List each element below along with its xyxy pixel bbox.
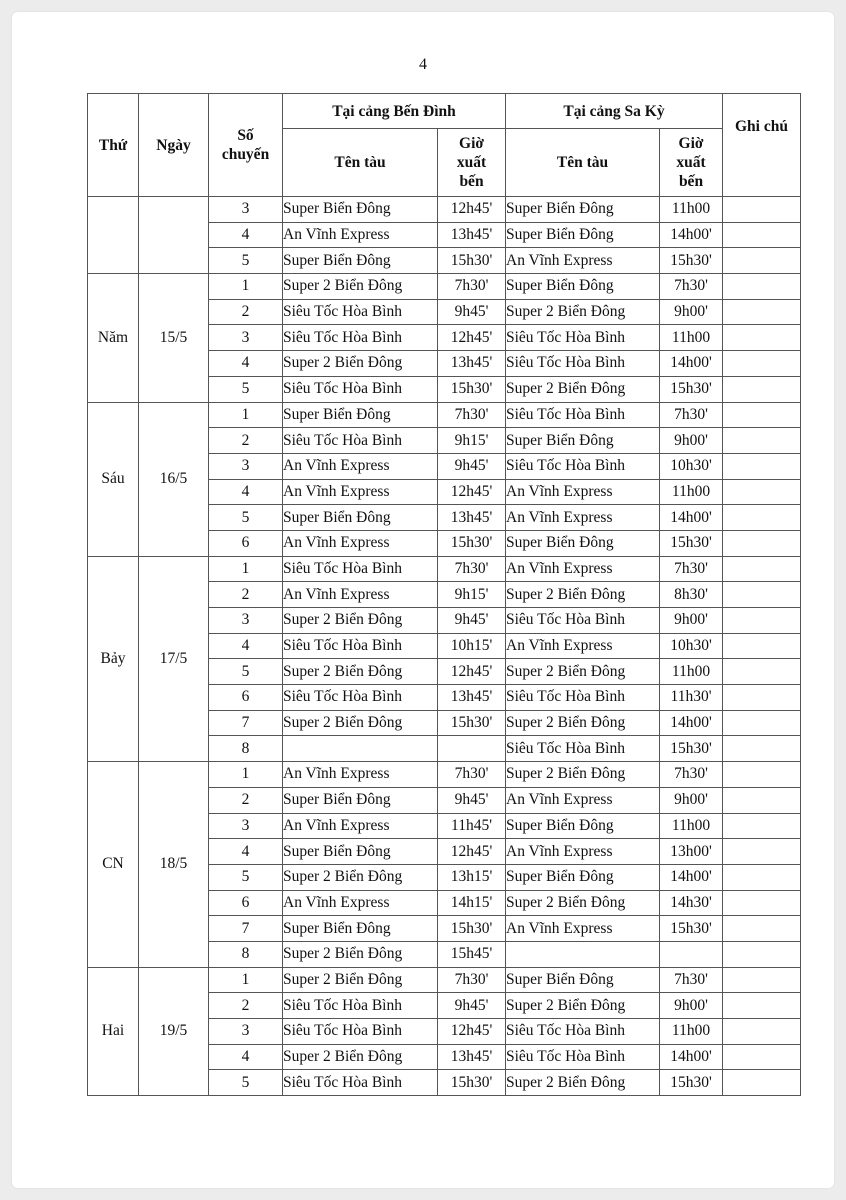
header-thu: Thứ — [88, 94, 139, 197]
day-of-week-cell: Bảy — [88, 556, 139, 762]
sa-ky-vessel-cell: An Vĩnh Express — [506, 248, 660, 274]
header-so-chuyen-line1: Số — [237, 127, 254, 144]
sa-ky-departure-cell: 11h00 — [660, 659, 723, 685]
note-cell — [723, 248, 801, 274]
sa-ky-departure-cell: 9h00' — [660, 299, 723, 325]
ben-dinh-vessel-cell: Siêu Tốc Hòa Bình — [283, 376, 438, 402]
trip-number-cell: 6 — [209, 530, 283, 556]
ben-dinh-departure-cell: 12h45' — [438, 1019, 506, 1045]
schedule-body — [88, 197, 801, 1096]
sa-ky-departure-cell: 14h00' — [660, 505, 723, 531]
note-cell — [723, 967, 801, 993]
ben-dinh-departure-cell: 9h45' — [438, 993, 506, 1019]
sa-ky-vessel-cell: Super Biển Đông — [506, 813, 660, 839]
header-gio-line2: xuất — [676, 154, 706, 171]
trip-number-cell: 4 — [209, 633, 283, 659]
header-sa-ky-gio — [660, 129, 723, 197]
trip-number-cell: 6 — [209, 890, 283, 916]
ben-dinh-departure-cell: 9h45' — [438, 299, 506, 325]
day-of-week-cell: CN — [88, 762, 139, 968]
ben-dinh-departure-cell: 10h15' — [438, 633, 506, 659]
trip-number-cell: 1 — [209, 274, 283, 300]
trip-number-cell: 3 — [209, 813, 283, 839]
sa-ky-departure-cell: 15h30' — [660, 376, 723, 402]
sa-ky-vessel-cell: Super Biển Đông — [506, 864, 660, 890]
sa-ky-departure-cell: 11h00 — [660, 813, 723, 839]
ben-dinh-departure-cell: 13h45' — [438, 685, 506, 711]
sa-ky-vessel-cell: Super 2 Biển Đông — [506, 890, 660, 916]
day-of-week-cell: Hai — [88, 967, 139, 1095]
sa-ky-departure-cell: 15h30' — [660, 916, 723, 942]
ben-dinh-vessel-cell: Super Biển Đông — [283, 787, 438, 813]
ben-dinh-departure-cell: 15h30' — [438, 248, 506, 274]
sa-ky-vessel-cell: Siêu Tốc Hòa Bình — [506, 685, 660, 711]
sa-ky-departure-cell: 7h30' — [660, 967, 723, 993]
header-so-chuyen-line2: chuyến — [221, 146, 270, 163]
trip-number-cell: 7 — [209, 710, 283, 736]
sa-ky-vessel-cell: Siêu Tốc Hòa Bình — [506, 402, 660, 428]
sa-ky-departure-cell: 10h30' — [660, 633, 723, 659]
ben-dinh-departure-cell: 7h30' — [438, 274, 506, 300]
trip-number-cell: 4 — [209, 222, 283, 248]
sa-ky-departure-cell: 7h30' — [660, 556, 723, 582]
ben-dinh-vessel-cell: An Vĩnh Express — [283, 479, 438, 505]
note-cell — [723, 274, 801, 300]
note-cell — [723, 325, 801, 351]
trip-number-cell: 3 — [209, 1019, 283, 1045]
note-cell — [723, 351, 801, 377]
note-cell — [723, 762, 801, 788]
sa-ky-departure-cell: 14h00' — [660, 222, 723, 248]
sa-ky-departure-cell: 7h30' — [660, 274, 723, 300]
ben-dinh-departure-cell — [438, 736, 506, 762]
sa-ky-vessel-cell: Siêu Tốc Hòa Bình — [506, 1019, 660, 1045]
sa-ky-departure-cell: 7h30' — [660, 402, 723, 428]
ben-dinh-departure-cell: 15h30' — [438, 530, 506, 556]
sa-ky-vessel-cell: Super 2 Biển Đông — [506, 993, 660, 1019]
ben-dinh-departure-cell: 15h30' — [438, 376, 506, 402]
trip-number-cell: 3 — [209, 453, 283, 479]
header-gio-line3: bến — [459, 173, 484, 190]
ben-dinh-vessel-cell: Super 2 Biển Đông — [283, 967, 438, 993]
ben-dinh-vessel-cell: An Vĩnh Express — [283, 453, 438, 479]
sa-ky-departure-cell: 11h30' — [660, 685, 723, 711]
note-cell — [723, 556, 801, 582]
sa-ky-departure-cell: 15h30' — [660, 1070, 723, 1096]
ben-dinh-vessel-cell: Super 2 Biển Đông — [283, 659, 438, 685]
trip-number-cell: 5 — [209, 376, 283, 402]
ben-dinh-vessel-cell: Siêu Tốc Hòa Bình — [283, 1070, 438, 1096]
ben-dinh-vessel-cell: Super 2 Biển Đông — [283, 864, 438, 890]
sa-ky-departure-cell: 14h00' — [660, 351, 723, 377]
note-cell — [723, 530, 801, 556]
ben-dinh-vessel-cell: An Vĩnh Express — [283, 890, 438, 916]
ben-dinh-vessel-cell: An Vĩnh Express — [283, 530, 438, 556]
trip-number-cell: 2 — [209, 993, 283, 1019]
ben-dinh-departure-cell: 9h45' — [438, 453, 506, 479]
note-cell — [723, 299, 801, 325]
trip-number-cell: 1 — [209, 402, 283, 428]
trip-number-cell: 7 — [209, 916, 283, 942]
ben-dinh-vessel-cell: An Vĩnh Express — [283, 762, 438, 788]
ben-dinh-departure-cell: 15h30' — [438, 1070, 506, 1096]
sa-ky-departure-cell: 10h30' — [660, 453, 723, 479]
sa-ky-departure-cell: 14h00' — [660, 864, 723, 890]
note-cell — [723, 608, 801, 634]
trip-number-cell: 8 — [209, 736, 283, 762]
ben-dinh-vessel-cell: An Vĩnh Express — [283, 222, 438, 248]
trip-number-cell: 1 — [209, 556, 283, 582]
note-cell — [723, 376, 801, 402]
ben-dinh-vessel-cell: Siêu Tốc Hòa Bình — [283, 1019, 438, 1045]
sa-ky-departure-cell: 11h00 — [660, 479, 723, 505]
header-so-chuyen — [209, 94, 283, 197]
ben-dinh-vessel-cell: Super 2 Biển Đông — [283, 351, 438, 377]
ben-dinh-departure-cell: 15h45' — [438, 941, 506, 967]
trip-number-cell: 1 — [209, 762, 283, 788]
note-cell — [723, 1070, 801, 1096]
ferry-schedule-table — [87, 93, 801, 1096]
trip-number-cell: 4 — [209, 479, 283, 505]
sa-ky-vessel-cell: Super 2 Biển Đông — [506, 582, 660, 608]
note-cell — [723, 813, 801, 839]
sa-ky-departure-cell: 11h00 — [660, 197, 723, 223]
note-cell — [723, 839, 801, 865]
trip-number-cell: 1 — [209, 967, 283, 993]
table-row — [88, 402, 801, 428]
sa-ky-vessel-cell: An Vĩnh Express — [506, 839, 660, 865]
trip-number-cell: 2 — [209, 787, 283, 813]
ben-dinh-vessel-cell: Super 2 Biển Đông — [283, 710, 438, 736]
ben-dinh-vessel-cell: Siêu Tốc Hòa Bình — [283, 633, 438, 659]
sa-ky-vessel-cell — [506, 941, 660, 967]
sa-ky-departure-cell: 13h00' — [660, 839, 723, 865]
sa-ky-departure-cell: 9h00' — [660, 608, 723, 634]
ben-dinh-departure-cell: 7h30' — [438, 556, 506, 582]
date-cell: 19/5 — [139, 967, 209, 1095]
ben-dinh-vessel-cell: Super 2 Biển Đông — [283, 274, 438, 300]
header-gio-line1: Giờ — [678, 135, 704, 152]
ben-dinh-vessel-cell: Super Biển Đông — [283, 505, 438, 531]
ben-dinh-vessel-cell: Siêu Tốc Hòa Bình — [283, 685, 438, 711]
sa-ky-vessel-cell: An Vĩnh Express — [506, 556, 660, 582]
date-cell: 18/5 — [139, 762, 209, 968]
note-cell — [723, 197, 801, 223]
ben-dinh-departure-cell: 7h30' — [438, 967, 506, 993]
sa-ky-vessel-cell: Siêu Tốc Hòa Bình — [506, 736, 660, 762]
sa-ky-vessel-cell: An Vĩnh Express — [506, 787, 660, 813]
sa-ky-vessel-cell: Siêu Tốc Hòa Bình — [506, 453, 660, 479]
sa-ky-vessel-cell: Super Biển Đông — [506, 222, 660, 248]
ben-dinh-vessel-cell: Super Biển Đông — [283, 402, 438, 428]
date-cell — [139, 197, 209, 274]
ben-dinh-departure-cell: 7h30' — [438, 762, 506, 788]
sa-ky-departure-cell: 15h30' — [660, 736, 723, 762]
note-cell — [723, 993, 801, 1019]
ben-dinh-departure-cell: 13h45' — [438, 222, 506, 248]
ben-dinh-vessel-cell: Siêu Tốc Hòa Bình — [283, 299, 438, 325]
note-cell — [723, 453, 801, 479]
note-cell — [723, 633, 801, 659]
ben-dinh-departure-cell: 12h45' — [438, 197, 506, 223]
ben-dinh-vessel-cell: Siêu Tốc Hòa Bình — [283, 428, 438, 454]
sa-ky-departure-cell: 14h00' — [660, 710, 723, 736]
table-row — [88, 274, 801, 300]
trip-number-cell: 8 — [209, 941, 283, 967]
trip-number-cell: 4 — [209, 839, 283, 865]
sa-ky-vessel-cell: Siêu Tốc Hòa Bình — [506, 351, 660, 377]
sa-ky-vessel-cell: Super 2 Biển Đông — [506, 659, 660, 685]
sa-ky-vessel-cell: Super Biển Đông — [506, 967, 660, 993]
ben-dinh-departure-cell: 13h45' — [438, 505, 506, 531]
note-cell — [723, 890, 801, 916]
ben-dinh-vessel-cell: Super 2 Biển Đông — [283, 608, 438, 634]
sa-ky-vessel-cell: Super Biển Đông — [506, 530, 660, 556]
note-cell — [723, 222, 801, 248]
sa-ky-departure-cell: 14h00' — [660, 1044, 723, 1070]
ben-dinh-departure-cell: 12h45' — [438, 839, 506, 865]
sa-ky-departure-cell: 9h00' — [660, 993, 723, 1019]
sa-ky-vessel-cell: Super Biển Đông — [506, 428, 660, 454]
day-of-week-cell: Năm — [88, 274, 139, 402]
note-cell — [723, 659, 801, 685]
sa-ky-vessel-cell: Super 2 Biển Đông — [506, 376, 660, 402]
ben-dinh-vessel-cell: Super Biển Đông — [283, 839, 438, 865]
sa-ky-departure-cell: 9h00' — [660, 787, 723, 813]
sa-ky-vessel-cell: Super 2 Biển Đông — [506, 710, 660, 736]
note-cell — [723, 710, 801, 736]
sa-ky-departure-cell: 11h00 — [660, 325, 723, 351]
ben-dinh-vessel-cell: Super Biển Đông — [283, 197, 438, 223]
trip-number-cell: 5 — [209, 659, 283, 685]
ben-dinh-departure-cell: 7h30' — [438, 402, 506, 428]
ben-dinh-vessel-cell: An Vĩnh Express — [283, 582, 438, 608]
sa-ky-vessel-cell: Super 2 Biển Đông — [506, 762, 660, 788]
trip-number-cell: 2 — [209, 428, 283, 454]
trip-number-cell: 5 — [209, 505, 283, 531]
sa-ky-departure-cell: 15h30' — [660, 530, 723, 556]
sa-ky-departure-cell: 7h30' — [660, 762, 723, 788]
table-row — [88, 762, 801, 788]
sa-ky-departure-cell: 9h00' — [660, 428, 723, 454]
trip-number-cell: 5 — [209, 864, 283, 890]
sa-ky-vessel-cell: Super 2 Biển Đông — [506, 1070, 660, 1096]
date-cell: 16/5 — [139, 402, 209, 556]
trip-number-cell: 3 — [209, 325, 283, 351]
header-ghi-chu: Ghi chú — [723, 94, 801, 197]
ben-dinh-departure-cell: 11h45' — [438, 813, 506, 839]
note-cell — [723, 1019, 801, 1045]
note-cell — [723, 582, 801, 608]
trip-number-cell: 3 — [209, 197, 283, 223]
table-row — [88, 197, 801, 223]
header-gio-line1: Giờ — [459, 135, 484, 152]
ben-dinh-departure-cell: 12h45' — [438, 659, 506, 685]
sa-ky-vessel-cell: Siêu Tốc Hòa Bình — [506, 1044, 660, 1070]
sa-ky-vessel-cell: An Vĩnh Express — [506, 916, 660, 942]
sa-ky-vessel-cell: Super Biển Đông — [506, 197, 660, 223]
ben-dinh-vessel-cell: Super Biển Đông — [283, 916, 438, 942]
document-page — [12, 12, 834, 1188]
note-cell — [723, 505, 801, 531]
note-cell — [723, 864, 801, 890]
sa-ky-vessel-cell: An Vĩnh Express — [506, 633, 660, 659]
ben-dinh-departure-cell: 9h45' — [438, 787, 506, 813]
trip-number-cell: 5 — [209, 1070, 283, 1096]
note-cell — [723, 685, 801, 711]
sa-ky-vessel-cell: An Vĩnh Express — [506, 479, 660, 505]
header-gio-line3: bến — [678, 173, 704, 190]
note-cell — [723, 736, 801, 762]
ben-dinh-vessel-cell: Siêu Tốc Hòa Bình — [283, 993, 438, 1019]
ben-dinh-vessel-cell: Siêu Tốc Hòa Bình — [283, 325, 438, 351]
ben-dinh-vessel-cell: Super 2 Biển Đông — [283, 1044, 438, 1070]
page-number: 4 — [419, 56, 427, 73]
ben-dinh-departure-cell: 15h30' — [438, 916, 506, 942]
header-sa-ky-ten-tau: Tên tàu — [506, 129, 660, 197]
note-cell — [723, 1044, 801, 1070]
day-of-week-cell: Sáu — [88, 402, 139, 556]
sa-ky-departure-cell: 14h30' — [660, 890, 723, 916]
ben-dinh-departure-cell: 9h15' — [438, 428, 506, 454]
date-cell: 15/5 — [139, 274, 209, 402]
sa-ky-departure-cell: 11h00 — [660, 1019, 723, 1045]
header-ben-dinh: Tại cảng Bến Đình — [283, 94, 506, 129]
note-cell — [723, 787, 801, 813]
day-of-week-cell — [88, 197, 139, 274]
trip-number-cell: 4 — [209, 1044, 283, 1070]
ben-dinh-departure-cell: 13h15' — [438, 864, 506, 890]
sa-ky-vessel-cell: Super Biển Đông — [506, 274, 660, 300]
ben-dinh-departure-cell: 12h45' — [438, 325, 506, 351]
header-gio-line2: xuất — [456, 154, 487, 171]
ben-dinh-departure-cell: 13h45' — [438, 351, 506, 377]
table-row — [88, 556, 801, 582]
ben-dinh-departure-cell: 12h45' — [438, 479, 506, 505]
trip-number-cell: 4 — [209, 351, 283, 377]
header-ben-dinh-gio — [438, 129, 506, 197]
sa-ky-vessel-cell: Super 2 Biển Đông — [506, 299, 660, 325]
date-cell: 17/5 — [139, 556, 209, 762]
header-sa-ky: Tại cảng Sa Kỳ — [506, 94, 723, 129]
ben-dinh-vessel-cell: Siêu Tốc Hòa Bình — [283, 556, 438, 582]
ben-dinh-vessel-cell: Super 2 Biển Đông — [283, 941, 438, 967]
sa-ky-vessel-cell: Siêu Tốc Hòa Bình — [506, 608, 660, 634]
note-cell — [723, 402, 801, 428]
sa-ky-vessel-cell: Siêu Tốc Hòa Bình — [506, 325, 660, 351]
trip-number-cell: 2 — [209, 582, 283, 608]
trip-number-cell: 2 — [209, 299, 283, 325]
header-ngay: Ngày — [139, 94, 209, 197]
sa-ky-departure-cell: 8h30' — [660, 582, 723, 608]
trip-number-cell: 6 — [209, 685, 283, 711]
ben-dinh-departure-cell: 13h45' — [438, 1044, 506, 1070]
note-cell — [723, 479, 801, 505]
ben-dinh-departure-cell: 9h45' — [438, 608, 506, 634]
sa-ky-departure-cell — [660, 941, 723, 967]
trip-number-cell: 5 — [209, 248, 283, 274]
note-cell — [723, 428, 801, 454]
ben-dinh-vessel-cell: An Vĩnh Express — [283, 813, 438, 839]
note-cell — [723, 916, 801, 942]
ben-dinh-vessel-cell: Super Biển Đông — [283, 248, 438, 274]
note-cell — [723, 941, 801, 967]
ben-dinh-departure-cell: 15h30' — [438, 710, 506, 736]
sa-ky-vessel-cell: An Vĩnh Express — [506, 505, 660, 531]
ben-dinh-vessel-cell — [283, 736, 438, 762]
trip-number-cell: 3 — [209, 608, 283, 634]
header-ben-dinh-ten-tau: Tên tàu — [283, 129, 438, 197]
sa-ky-departure-cell: 15h30' — [660, 248, 723, 274]
ben-dinh-departure-cell: 14h15' — [438, 890, 506, 916]
table-row — [88, 967, 801, 993]
ben-dinh-departure-cell: 9h15' — [438, 582, 506, 608]
